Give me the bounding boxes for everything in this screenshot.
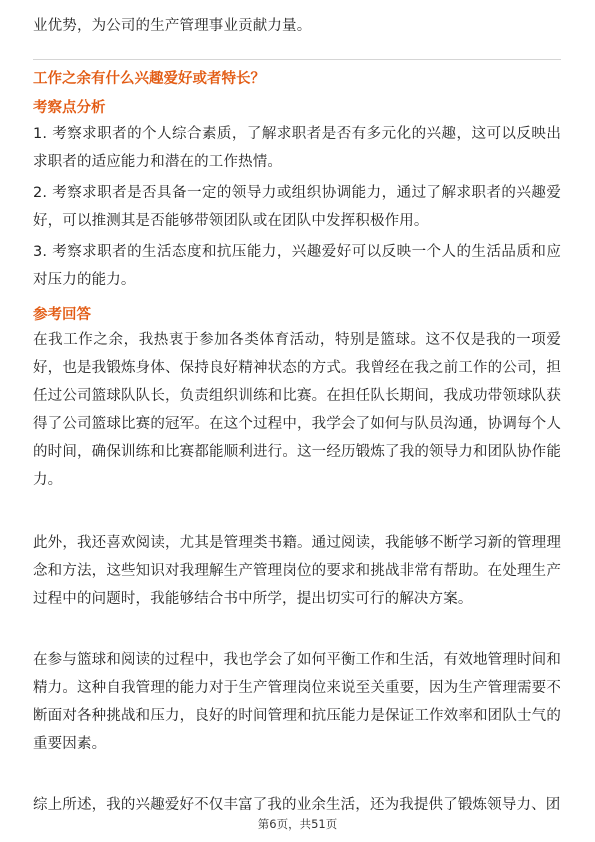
answer-paragraph-1: 在我工作之余，我热衷于参加各类体育活动，特别是篮球。这不仅是我的一项爱好，也是我锻炼身体、保持良好精神状态的方式。我曾经在我之前工作的公司，担任过公司篮球队队长，负责组织训练和比赛。在担任队长期间，我成功带领球队获得了公司篮球比赛的冠军。在这个过程中，我学会了如何与队员沟通，协调每个人的时间，确保训练和比赛都能顺利进行。这一经历锻炼了我的领导力和团队协作能力。 [33, 332, 561, 488]
intro-tail-text: 业优势，为公司的生产管理事业贡献力量。 [33, 18, 312, 34]
analysis-point-2: 2. 考察求职者是否具备一定的领导力或组织协调能力，通过了解求职者的兴趣爱好，可以推测其是否能够带领团队或在团队中发挥积极作用。 [33, 185, 561, 229]
question-title: 工作之余有什么兴趣爱好或者特长？ [33, 71, 265, 87]
answer-heading: 参考回答 [33, 307, 91, 323]
page-number-footer: 第6页，共51页 [257, 817, 338, 831]
analysis-point-1: 1. 考察求职者的个人综合素质，了解求职者是否有多元化的兴趣，这可以反映出求职者的适应能力和潜在的工作热情。 [33, 126, 561, 170]
answer-paragraph-2: 此外，我还喜欢阅读，尤其是管理类书籍。通过阅读，我能够不断学习新的管理理念和方法，这些知识对我理解生产管理岗位的要求和挑战非常有帮助。在处理生产过程中的问题时，我能够结合书中所学，提出切实可行的解决方案。 [33, 535, 561, 607]
analysis-heading: 考察点分析 [33, 100, 106, 116]
analysis-point-3: 3. 考察求职者的生活态度和抗压能力，兴趣爱好可以反映一个人的生活品质和应对压力的能力。 [33, 244, 561, 288]
answer-paragraph-4: 综上所述，我的兴趣爱好不仅丰富了我的业余生活，还为我提供了锻炼领导力、团 [33, 797, 561, 813]
section-divider [33, 59, 561, 60]
answer-paragraph-3: 在参与篮球和阅读的过程中，我也学会了如何平衡工作和生活，有效地管理时间和精力。这种自我管理的能力对于生产管理岗位来说至关重要，因为生产管理需要不断面对各种挑战和压力，良好的时间管理和抗压能力是保证工作效率和团队士气的重要因素。 [33, 652, 561, 752]
